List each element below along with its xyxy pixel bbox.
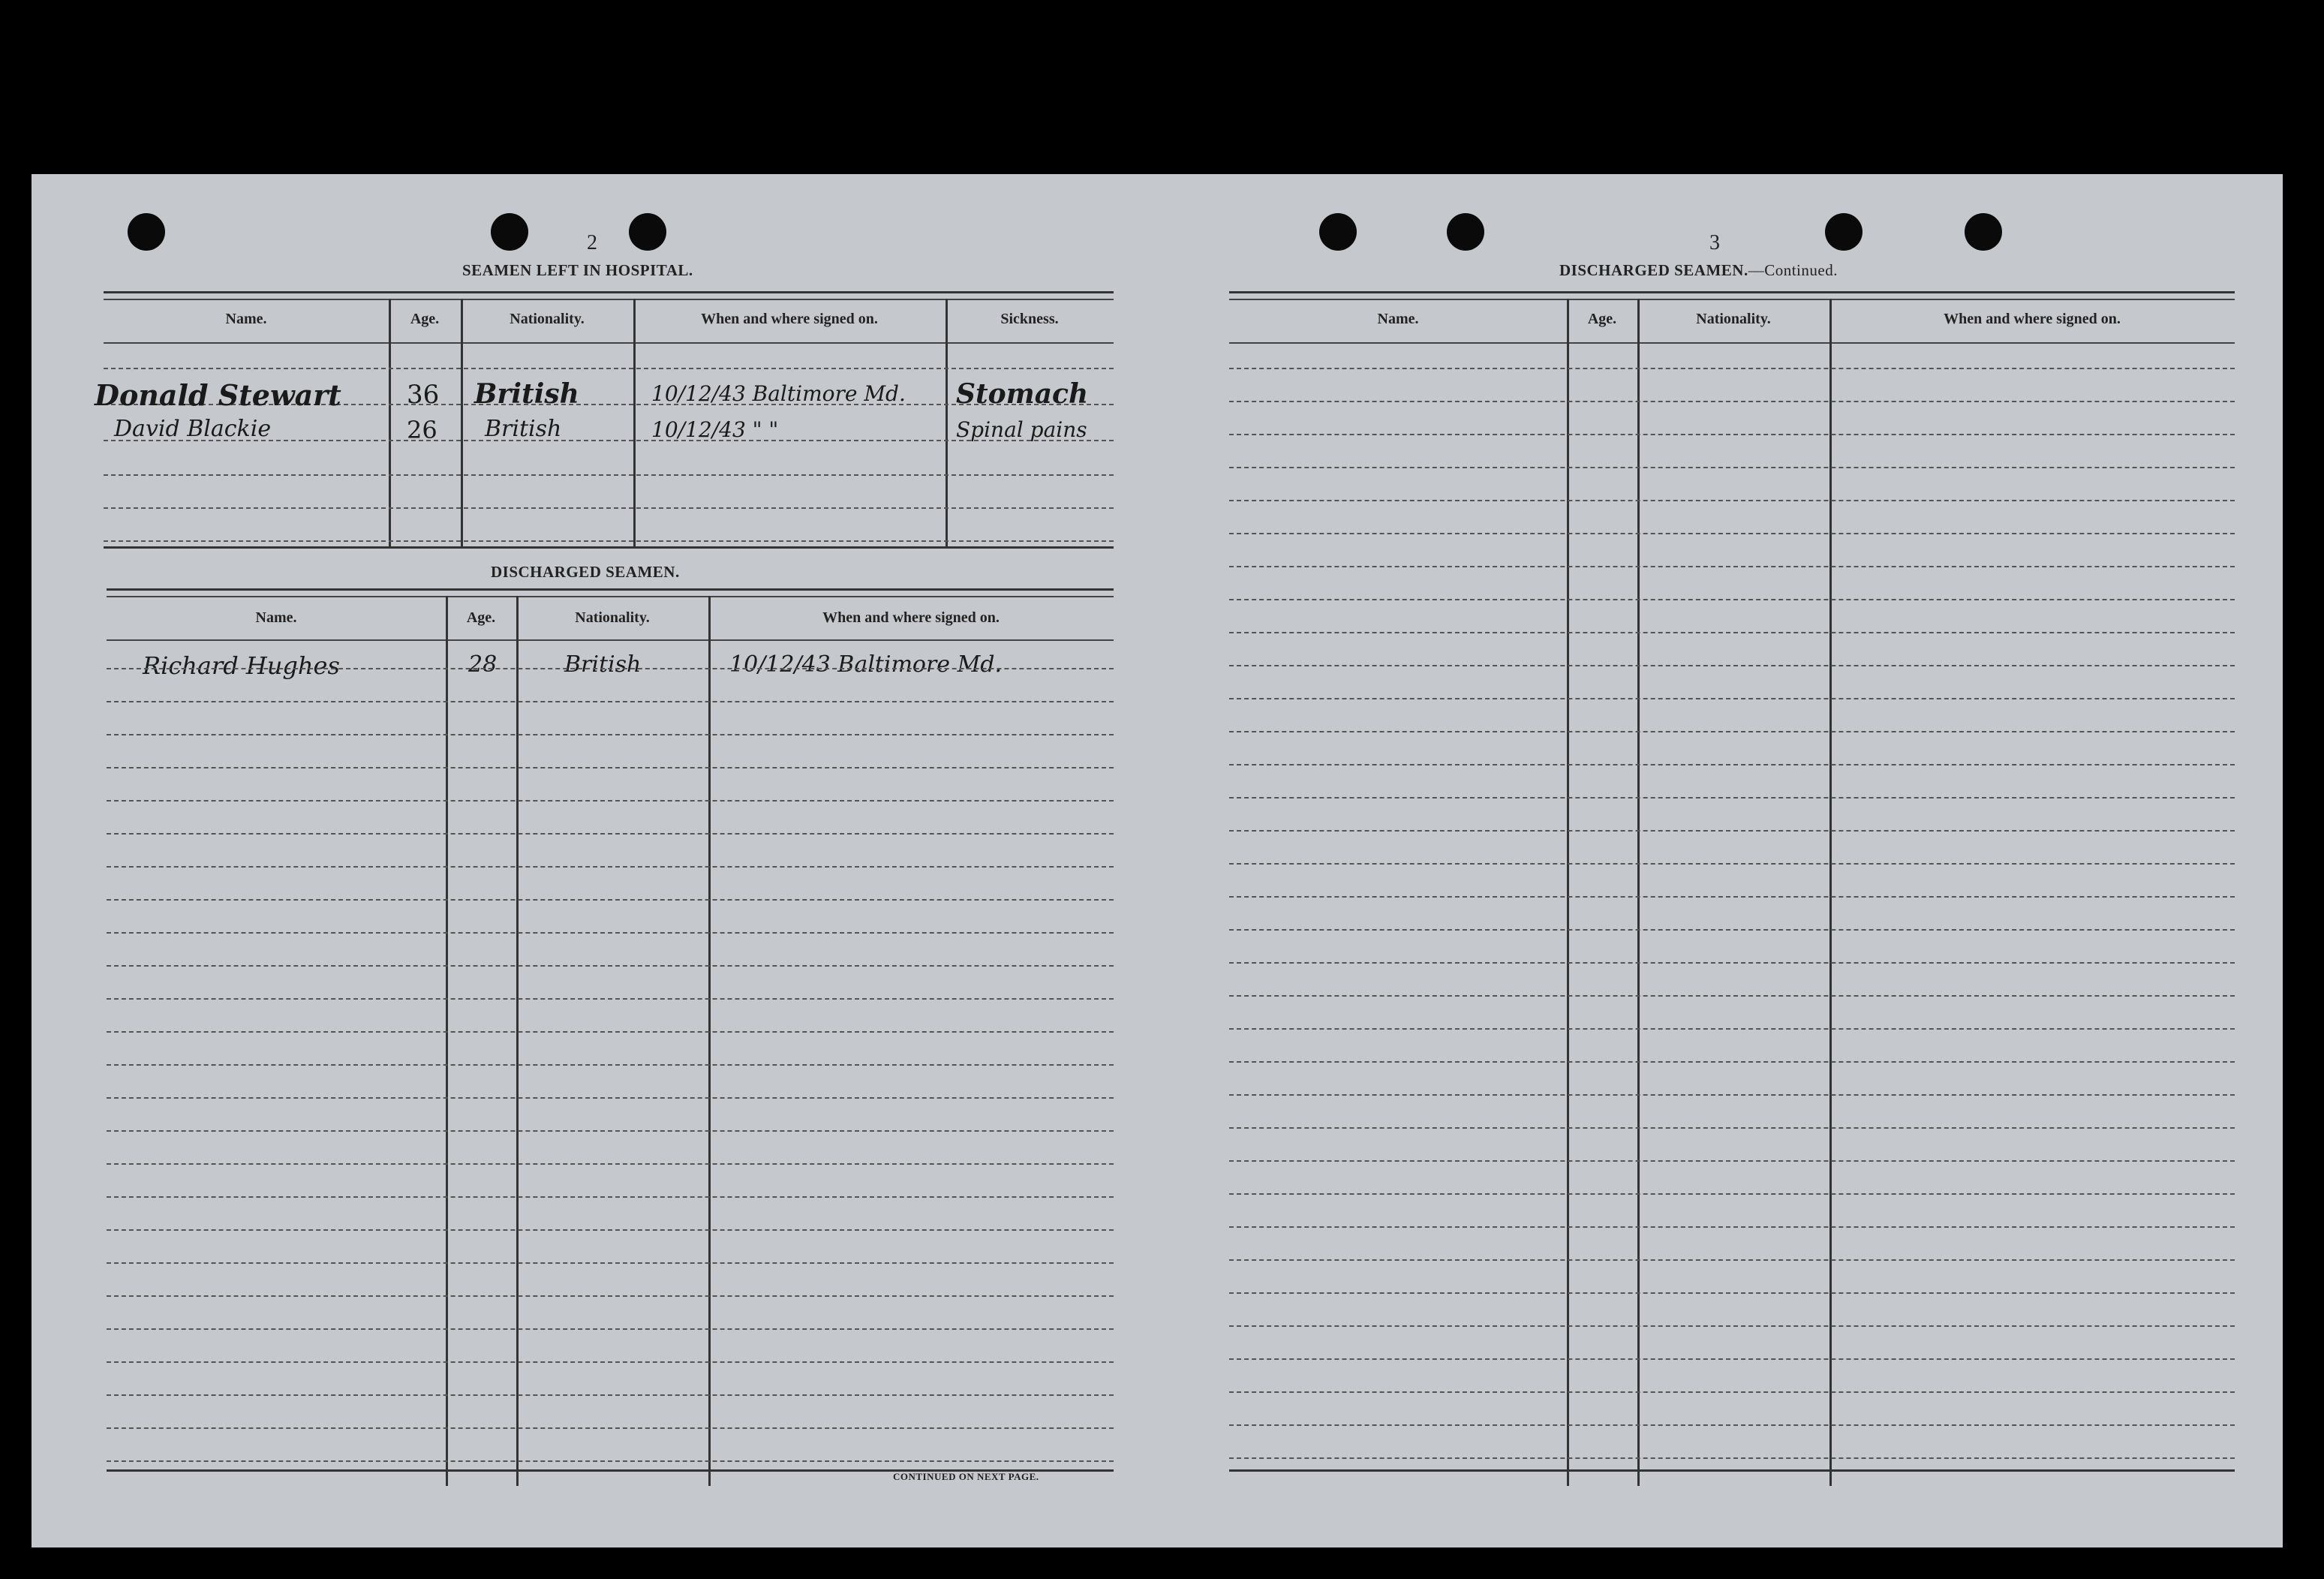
row-rule bbox=[107, 800, 1114, 802]
cell-sickness: Stomach bbox=[956, 378, 1089, 410]
row-rule bbox=[1229, 1259, 2235, 1261]
continued-footer: CONTINUED ON NEXT PAGE. bbox=[893, 1471, 1039, 1482]
column-divider bbox=[708, 596, 711, 1486]
row-rule bbox=[1229, 1226, 2235, 1228]
row-rule bbox=[1229, 434, 2235, 435]
column-divider bbox=[461, 299, 463, 546]
row-rule bbox=[1229, 1292, 2235, 1294]
row-rule bbox=[1229, 1457, 2235, 1459]
row-rule bbox=[1229, 698, 2235, 699]
row-rule bbox=[107, 833, 1114, 835]
row-rule bbox=[1229, 665, 2235, 666]
column-divider bbox=[516, 596, 519, 1486]
cell-signed-on: 10/12/43 Baltimore Md. bbox=[651, 381, 906, 406]
column-divider bbox=[1637, 299, 1640, 1486]
row-rule bbox=[104, 368, 1114, 369]
cell-age: 36 bbox=[407, 380, 440, 410]
row-rule bbox=[107, 1097, 1114, 1099]
row-rule bbox=[1229, 995, 2235, 997]
column-header-age: Age. bbox=[1587, 311, 1617, 327]
row-rule bbox=[107, 1130, 1114, 1132]
table-top-rule-inner bbox=[1229, 299, 2235, 300]
row-rule bbox=[1229, 1391, 2235, 1393]
row-rule bbox=[107, 1328, 1114, 1330]
table-top-rule-inner bbox=[107, 596, 1114, 597]
column-divider bbox=[1567, 299, 1569, 1486]
column-header-nationality: Nationality. bbox=[1696, 311, 1771, 327]
table-header-rule bbox=[104, 342, 1114, 344]
row-rule bbox=[107, 734, 1114, 735]
column-header-age: Age. bbox=[466, 609, 496, 626]
row-rule bbox=[107, 1229, 1114, 1231]
row-rule bbox=[107, 899, 1114, 901]
cell-nationality: British bbox=[564, 651, 642, 678]
cell-nationality: British bbox=[485, 416, 562, 442]
row-rule bbox=[107, 1394, 1114, 1396]
row-rule bbox=[107, 866, 1114, 868]
column-header-name: Name. bbox=[225, 311, 267, 327]
row-rule bbox=[107, 1064, 1114, 1066]
row-rule bbox=[1229, 764, 2235, 765]
page-number: 2 bbox=[587, 231, 597, 254]
row-rule bbox=[1229, 896, 2235, 898]
row-rule bbox=[104, 540, 1114, 542]
row-rule bbox=[1229, 599, 2235, 600]
row-rule bbox=[107, 1262, 1114, 1264]
punch-hole bbox=[1319, 213, 1357, 251]
cell-sickness: Spinal pains bbox=[956, 417, 1087, 442]
title-suffix: —Continued. bbox=[1748, 261, 1838, 279]
row-rule bbox=[1229, 1160, 2235, 1162]
column-divider bbox=[446, 596, 448, 1486]
punch-hole bbox=[491, 213, 528, 251]
row-rule bbox=[107, 1163, 1114, 1165]
title-main: DISCHARGED SEAMEN. bbox=[1559, 261, 1748, 279]
column-divider bbox=[389, 299, 391, 546]
row-rule bbox=[1229, 500, 2235, 501]
column-divider bbox=[633, 299, 636, 546]
row-rule bbox=[107, 1460, 1114, 1462]
row-rule bbox=[107, 668, 1114, 669]
cell-age: 26 bbox=[407, 416, 437, 444]
row-rule bbox=[1229, 467, 2235, 468]
row-rule bbox=[107, 1196, 1114, 1198]
cell-name: David Blackie bbox=[114, 416, 272, 442]
row-rule bbox=[1229, 962, 2235, 964]
row-rule bbox=[1229, 830, 2235, 832]
row-rule bbox=[1229, 731, 2235, 732]
row-rule bbox=[1229, 1358, 2235, 1360]
row-rule bbox=[1229, 1061, 2235, 1063]
column-divider bbox=[1829, 299, 1832, 1486]
cell-age: 28 bbox=[468, 651, 498, 678]
row-rule bbox=[107, 998, 1114, 1000]
row-rule bbox=[107, 965, 1114, 967]
row-rule bbox=[1229, 533, 2235, 534]
row-rule bbox=[1229, 566, 2235, 567]
cell-name: Donald Stewart bbox=[95, 378, 341, 412]
row-rule bbox=[1229, 1127, 2235, 1129]
table-top-rule-inner bbox=[104, 299, 1114, 300]
cell-nationality: British bbox=[474, 378, 579, 410]
row-rule bbox=[107, 932, 1114, 934]
row-rule bbox=[1229, 1325, 2235, 1327]
row-rule bbox=[1229, 797, 2235, 799]
punch-hole bbox=[1825, 213, 1863, 251]
row-rule bbox=[104, 507, 1114, 509]
row-rule bbox=[107, 1361, 1114, 1363]
row-rule bbox=[104, 474, 1114, 476]
row-rule bbox=[1229, 1424, 2235, 1426]
table-bottom-rule bbox=[1229, 1469, 2235, 1472]
table-header-rule bbox=[107, 639, 1114, 641]
table-top-rule bbox=[1229, 291, 2235, 293]
punch-hole bbox=[128, 213, 165, 251]
document-sheet bbox=[32, 174, 2283, 1547]
row-rule bbox=[107, 1427, 1114, 1429]
row-rule bbox=[1229, 1028, 2235, 1030]
column-header-name: Name. bbox=[1377, 311, 1419, 327]
row-rule bbox=[1229, 1193, 2235, 1195]
column-header-nationality: Nationality. bbox=[510, 311, 585, 327]
punch-hole bbox=[1965, 213, 2002, 251]
cell-signed-on: 10/12/43 Baltimore Md. bbox=[729, 651, 1003, 678]
punch-hole bbox=[1447, 213, 1484, 251]
row-rule bbox=[1229, 863, 2235, 865]
row-rule bbox=[1229, 632, 2235, 633]
row-rule bbox=[107, 1295, 1114, 1297]
table-top-rule bbox=[107, 588, 1114, 591]
column-header-name: Name. bbox=[255, 609, 297, 626]
row-rule bbox=[1229, 368, 2235, 369]
column-header-nationality: Nationality. bbox=[575, 609, 650, 626]
row-rule bbox=[107, 767, 1114, 768]
page-number: 3 bbox=[1709, 231, 1720, 254]
column-divider bbox=[946, 299, 948, 546]
row-rule bbox=[1229, 401, 2235, 402]
column-header-signed-on: When and where signed on. bbox=[822, 609, 1000, 626]
table-top-rule bbox=[104, 291, 1114, 293]
table-bottom-rule bbox=[104, 546, 1114, 549]
row-rule bbox=[1229, 1094, 2235, 1096]
row-rule bbox=[107, 1031, 1114, 1033]
hospital-section-title: SEAMEN LEFT IN HOSPITAL. bbox=[462, 261, 693, 279]
column-header-sickness: Sickness. bbox=[1000, 311, 1059, 327]
column-header-age: Age. bbox=[410, 311, 440, 327]
row-rule bbox=[107, 701, 1114, 702]
cell-signed-on: 10/12/43 " " bbox=[651, 417, 779, 442]
column-header-signed-on: When and where signed on. bbox=[1944, 311, 2121, 327]
discharged-section-title: DISCHARGED SEAMEN. bbox=[491, 563, 680, 581]
row-rule bbox=[1229, 929, 2235, 931]
table-header-rule bbox=[1229, 342, 2235, 344]
column-header-signed-on: When and where signed on. bbox=[701, 311, 878, 327]
punch-hole bbox=[629, 213, 666, 251]
discharged-continued-title bbox=[1559, 261, 1838, 280]
cell-name: Richard Hughes bbox=[143, 651, 340, 680]
